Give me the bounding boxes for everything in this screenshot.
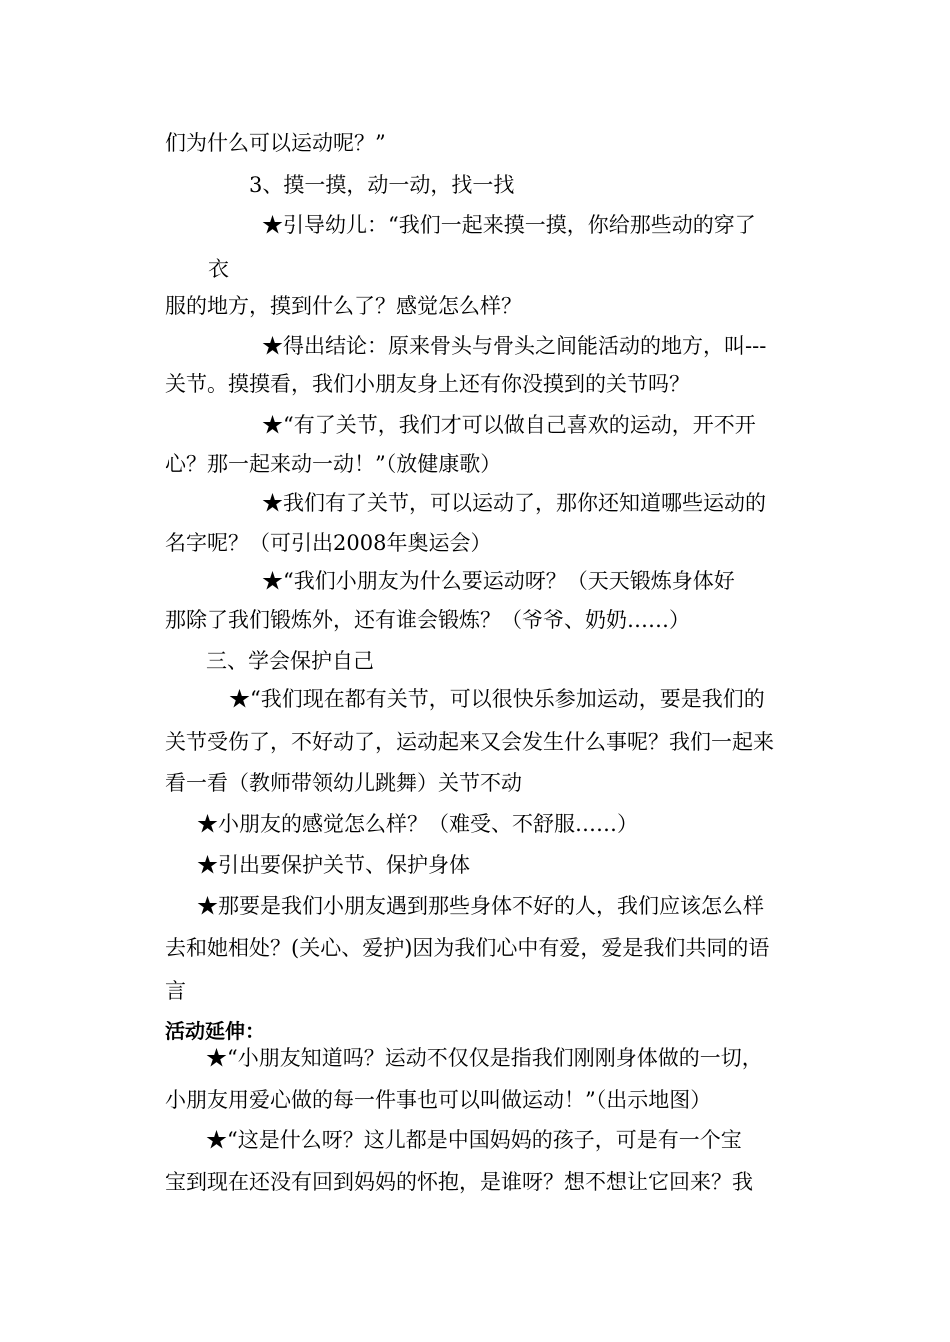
- text-line: 去和她相处？(关心、爱护)因为我们心中有爱，爱是我们共同的语: [165, 936, 770, 960]
- text-line: ★得出结论：原来骨头与骨头之间能活动的地方，叫---: [262, 334, 767, 358]
- text-line: 宝到现在还没有回到妈妈的怀抱，是谁呀？想不想让它回来？我: [165, 1170, 753, 1194]
- text-line: ★“有了关节，我们才可以做自己喜欢的运动，开不开: [262, 413, 756, 437]
- text-line: 衣: [208, 257, 229, 281]
- text-line: 关节。摸摸看，我们小朋友身上还有你没摸到的关节吗？: [165, 372, 690, 396]
- text-line: 心？那一起来动一动！”（放健康歌）: [165, 452, 502, 476]
- text-line: ★那要是我们小朋友遇到那些身体不好的人，我们应该怎么样: [197, 894, 764, 918]
- text-line: 名字呢？（可引出2008年奥运会）: [165, 531, 492, 555]
- text-line: ★“小朋友知道吗？运动不仅仅是指我们刚刚身体做的一切，: [206, 1046, 763, 1070]
- text-line: ★我们有了关节，可以运动了，那你还知道哪些运动的: [262, 491, 766, 515]
- text-line: 那除了我们锻炼外，还有谁会锻炼？（爷爷、奶奶……）: [165, 608, 690, 632]
- section-heading: 3、摸一摸，动一动，找一找: [249, 173, 515, 197]
- text-line: ★“我们现在都有关节，可以很快乐参加运动，要是我们的: [229, 687, 765, 711]
- text-line: ★引导幼儿：“我们一起来摸一摸，你给那些动的穿了: [262, 213, 756, 237]
- text-line: 关节受伤了，不好动了，运动起来又会发生什么事呢？我们一起来: [165, 730, 774, 754]
- section-heading: 三、学会保护自己: [206, 649, 374, 673]
- text-line: ★“这是什么呀？这儿都是中国妈妈的孩子，可是有一个宝: [206, 1128, 742, 1152]
- text-line: ★小朋友的感觉怎么样？（难受、不舒服……）: [197, 812, 638, 836]
- text-line: 服的地方，摸到什么了？感觉怎么样？: [165, 294, 522, 318]
- text-line: 言: [165, 979, 186, 1003]
- text-line: 看一看（教师带领幼儿跳舞）关节不动: [165, 771, 522, 795]
- section-heading-bold: 活动延伸：: [165, 1019, 265, 1043]
- text-line: 们为什么可以运动呢？”: [165, 131, 386, 155]
- text-line: ★“我们小朋友为什么要运动呀？（天天锻炼身体好: [262, 569, 735, 593]
- text-line: 小朋友用爱心做的每一件事也可以叫做运动！”（出示地图）: [165, 1088, 712, 1112]
- text-line: ★引出要保护关节、保护身体: [197, 853, 470, 877]
